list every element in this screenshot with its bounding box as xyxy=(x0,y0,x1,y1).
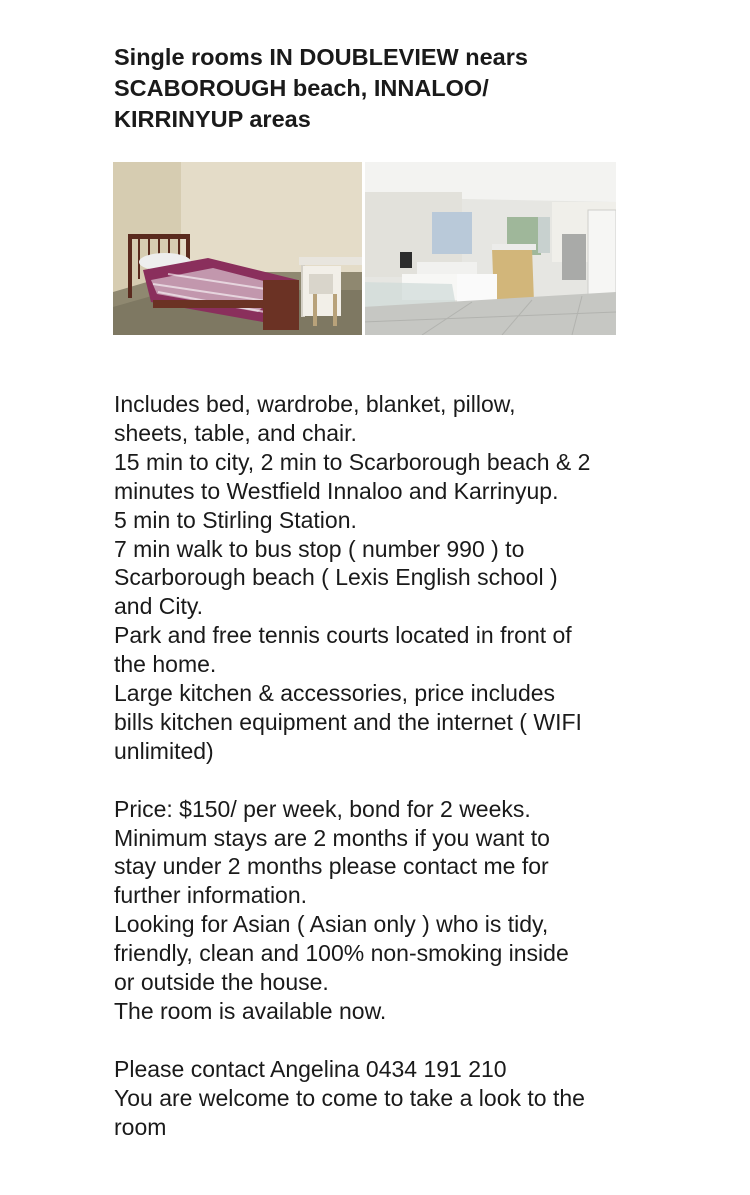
paragraph-gap xyxy=(114,1026,674,1055)
terms-line: friendly, clean and 100% non-smoking inside xyxy=(114,940,569,967)
description-line: Scarborough beach ( Lexis English school ) xyxy=(114,564,558,591)
description-line: Large kitchen & accessories, price includes xyxy=(114,680,556,707)
description-line: bills kitchen equipment and the internet ( WIFI xyxy=(114,708,582,735)
listing-title xyxy=(114,42,614,135)
description-line: 15 min to city, 2 min to Scarborough beach & 2 xyxy=(114,448,591,475)
contact-line: You are welcome to come to take a look to the xyxy=(114,1084,585,1111)
living-kitchen-photo xyxy=(362,162,616,335)
title-line: Single rooms IN DOUBLEVIEW nears xyxy=(114,44,528,70)
description-line: sheets, table, and chair. xyxy=(114,419,357,446)
price-line: Price: $150/ per week, bond for 2 weeks. xyxy=(114,795,531,822)
title-line: KIRRINYUP areas xyxy=(114,106,311,132)
description-line: unlimited) xyxy=(114,737,214,764)
terms-line: Minimum stays are 2 months if you want to xyxy=(114,824,550,851)
terms-line: further information. xyxy=(114,882,308,909)
contact-line: Please contact Angelina 0434 191 210 xyxy=(114,1055,507,1082)
photo-strip xyxy=(113,162,616,335)
contact-line: room xyxy=(114,1113,167,1140)
bedroom-photo xyxy=(113,162,362,335)
description-line: minutes to Westfield Innaloo and Karrinyup. xyxy=(114,477,559,504)
description-line: 7 min walk to bus stop ( number 990 ) to xyxy=(114,535,525,562)
title-line: SCABOROUGH beach, INNALOO/ xyxy=(114,75,489,101)
terms-line: stay under 2 months please contact me for xyxy=(114,853,549,880)
paragraph-gap xyxy=(114,766,674,795)
listing-description xyxy=(114,390,674,1142)
terms-line: or outside the house. xyxy=(114,969,329,996)
description-line: Park and free tennis courts located in front of xyxy=(114,622,572,649)
description-line: 5 min to Stirling Station. xyxy=(114,506,357,533)
terms-line: Looking for Asian ( Asian only ) who is tidy, xyxy=(114,911,549,938)
description-line: and City. xyxy=(114,593,204,620)
description-line: the home. xyxy=(114,651,217,678)
description-line: Includes bed, wardrobe, blanket, pillow, xyxy=(114,391,516,417)
availability-line: The room is available now. xyxy=(114,998,387,1025)
